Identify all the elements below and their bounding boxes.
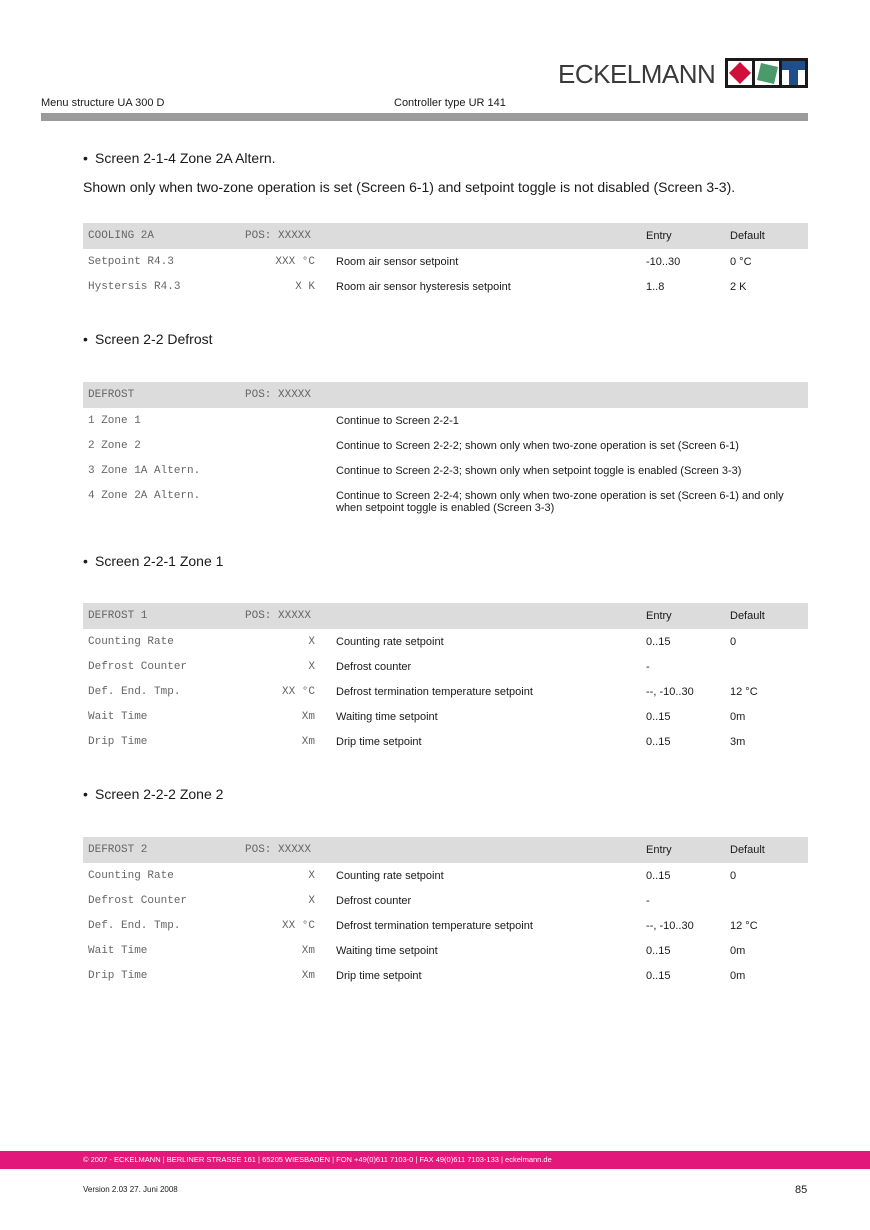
footer-bar (0, 1151, 870, 1169)
default-header: Default (730, 230, 765, 242)
param-name: Defrost Counter (88, 661, 188, 673)
section-heading-2-2 (83, 331, 213, 347)
table-row (83, 249, 808, 274)
section-heading-2-1-4 (83, 150, 276, 166)
param-entry: 0..15 (646, 736, 671, 748)
param-default: 3m (730, 736, 746, 748)
header-document-title: Menu structure UA 300 D (41, 97, 165, 109)
header-controller-type: Controller type UR 141 (394, 97, 506, 109)
pos-label: POS: XXXXX (245, 230, 312, 242)
table-row (83, 729, 808, 754)
menu-item-description: Continue to Screen 2-2-1 (336, 415, 459, 427)
logo-mark-icon (725, 58, 808, 88)
table-header-row (83, 603, 808, 629)
screen-title: COOLING 2A (88, 230, 155, 242)
table-defrost-2 (83, 837, 808, 988)
param-default: 0 (730, 636, 737, 648)
menu-item: 1 Zone 1 (88, 415, 141, 427)
param-default: 12 °C (730, 920, 758, 932)
section-heading-2-2-2 (83, 786, 223, 802)
param-value: X K (295, 281, 315, 293)
param-value: XX °C (281, 920, 315, 932)
param-default: 12 °C (730, 686, 758, 698)
bullet-icon: • (83, 553, 88, 569)
param-description: Drip time setpoint (336, 736, 422, 748)
param-value: XX °C (281, 686, 315, 698)
table-row (83, 483, 808, 523)
section-intro: Shown only when two-zone operation is set (Screen 6-1) and setpoint toggle is not disabled (Screen 3-3). (83, 179, 736, 195)
eckelmann-logo (558, 57, 808, 89)
bullet-icon: • (83, 331, 88, 347)
pos-label: POS: XXXXX (245, 844, 312, 856)
param-description: Drip time setpoint (336, 970, 422, 982)
table-header-row (83, 223, 808, 249)
param-value: XXX °C (275, 256, 315, 268)
param-name: Counting Rate (88, 870, 174, 882)
section-heading-2-2-1 (83, 553, 223, 569)
heading-text: Screen 2-2-2 Zone 2 (95, 786, 224, 802)
param-name: Drip Time (88, 970, 148, 982)
entry-header: Entry (646, 610, 672, 622)
pos-label: POS: XXXXX (245, 610, 312, 622)
heading-text: Screen 2-2-1 Zone 1 (95, 553, 224, 569)
table-row (83, 963, 808, 988)
param-name: Hystersis R4.3 (88, 281, 181, 293)
bullet-icon: • (83, 786, 88, 802)
menu-item: 2 Zone 2 (88, 440, 141, 452)
param-default: 0 (730, 870, 737, 882)
page-number: 85 (795, 1184, 808, 1196)
param-entry: --, -10..30 (646, 920, 694, 932)
param-name: Defrost Counter (88, 895, 188, 907)
table-row (83, 654, 808, 679)
default-header: Default (730, 844, 765, 856)
table-row (83, 913, 808, 938)
param-entry: 0..15 (646, 711, 671, 723)
param-description: Waiting time setpoint (336, 945, 438, 957)
param-value: Xm (301, 945, 315, 957)
param-value: Xm (301, 970, 315, 982)
table-cooling-2a (83, 223, 808, 299)
screen-title: DEFROST (88, 389, 135, 401)
param-value: X (308, 895, 315, 907)
screen-title: DEFROST 2 (88, 844, 148, 856)
param-description: Counting rate setpoint (336, 870, 444, 882)
param-description: Defrost termination temperature setpoint (336, 920, 533, 932)
param-name: Wait Time (88, 711, 148, 723)
param-default: 0m (730, 970, 746, 982)
header-divider (41, 113, 808, 121)
param-name: Wait Time (88, 945, 148, 957)
menu-item-description: Continue to Screen 2-2-3; shown only when setpoint toggle is enabled (Screen 3-3) (336, 465, 742, 477)
table-row (83, 408, 808, 433)
screen-title: DEFROST 1 (88, 610, 148, 622)
table-defrost-1 (83, 603, 808, 754)
param-value: Xm (301, 711, 315, 723)
table-row (83, 938, 808, 963)
table-header-row (83, 837, 808, 863)
param-description: Defrost counter (336, 895, 412, 907)
param-value: X (308, 870, 315, 882)
param-name: Drip Time (88, 736, 148, 748)
param-default: 0m (730, 945, 746, 957)
logo-text: ECKELMANN (558, 59, 716, 89)
table-row (83, 679, 808, 704)
menu-item-description: Continue to Screen 2-2-4; shown only when two-zone operation is set (Screen 6-1) and only when setpoint toggle is enabled (Screen 3-3) (336, 490, 784, 514)
param-entry: 0..15 (646, 870, 671, 882)
pos-label: POS: XXXXX (245, 389, 312, 401)
table-defrost (83, 382, 808, 523)
table-row (83, 704, 808, 729)
param-entry: -10..30 (646, 256, 681, 268)
entry-header: Entry (646, 844, 672, 856)
param-entry: 0..15 (646, 970, 671, 982)
default-header: Default (730, 610, 765, 622)
menu-item-description: Continue to Screen 2-2-2; shown only when two-zone operation is set (Screen 6-1) (336, 440, 739, 452)
param-description: Waiting time setpoint (336, 711, 438, 723)
menu-item: 4 Zone 2A Altern. (88, 490, 201, 502)
param-value: X (308, 661, 315, 673)
table-row (83, 274, 808, 299)
bullet-icon: • (83, 150, 88, 166)
entry-header: Entry (646, 230, 672, 242)
param-entry: 1..8 (646, 281, 665, 293)
param-description: Counting rate setpoint (336, 636, 444, 648)
param-name: Counting Rate (88, 636, 174, 648)
param-value: Xm (301, 736, 315, 748)
param-name: Setpoint R4.3 (88, 256, 174, 268)
heading-text: Screen 2-2 Defrost (95, 331, 213, 347)
menu-item: 3 Zone 1A Altern. (88, 465, 201, 477)
footer-address: © 2007 - ECKELMANN | BERLINER STRASSE 161 | 65205 WIESBADEN | FON +49(0)611 7103-0 | FAX 49(0)611 7103-133 | eckelmann.de (83, 1155, 552, 1164)
table-row (83, 458, 808, 483)
table-row (83, 629, 808, 654)
param-entry: --, -10..30 (646, 686, 694, 698)
table-row (83, 888, 808, 913)
table-header-row (83, 382, 808, 408)
heading-text: Screen 2-1-4 Zone 2A Altern. (95, 150, 276, 166)
param-description: Defrost termination temperature setpoint (336, 686, 533, 698)
param-value: X (308, 636, 315, 648)
table-row (83, 863, 808, 888)
param-description: Room air sensor hysteresis setpoint (336, 281, 511, 293)
param-entry: - (646, 895, 650, 907)
document-version: Version 2.03 27. Juni 2008 (83, 1185, 178, 1194)
param-default: 0 °C (730, 256, 752, 268)
param-description: Room air sensor setpoint (336, 256, 459, 268)
param-default: 0m (730, 711, 746, 723)
table-row (83, 433, 808, 458)
param-entry: 0..15 (646, 945, 671, 957)
param-name: Def. End. Tmp. (88, 920, 181, 932)
param-entry: 0..15 (646, 636, 671, 648)
param-name: Def. End. Tmp. (88, 686, 181, 698)
param-entry: - (646, 661, 650, 673)
param-description: Defrost counter (336, 661, 412, 673)
param-default: 2 K (730, 281, 747, 293)
